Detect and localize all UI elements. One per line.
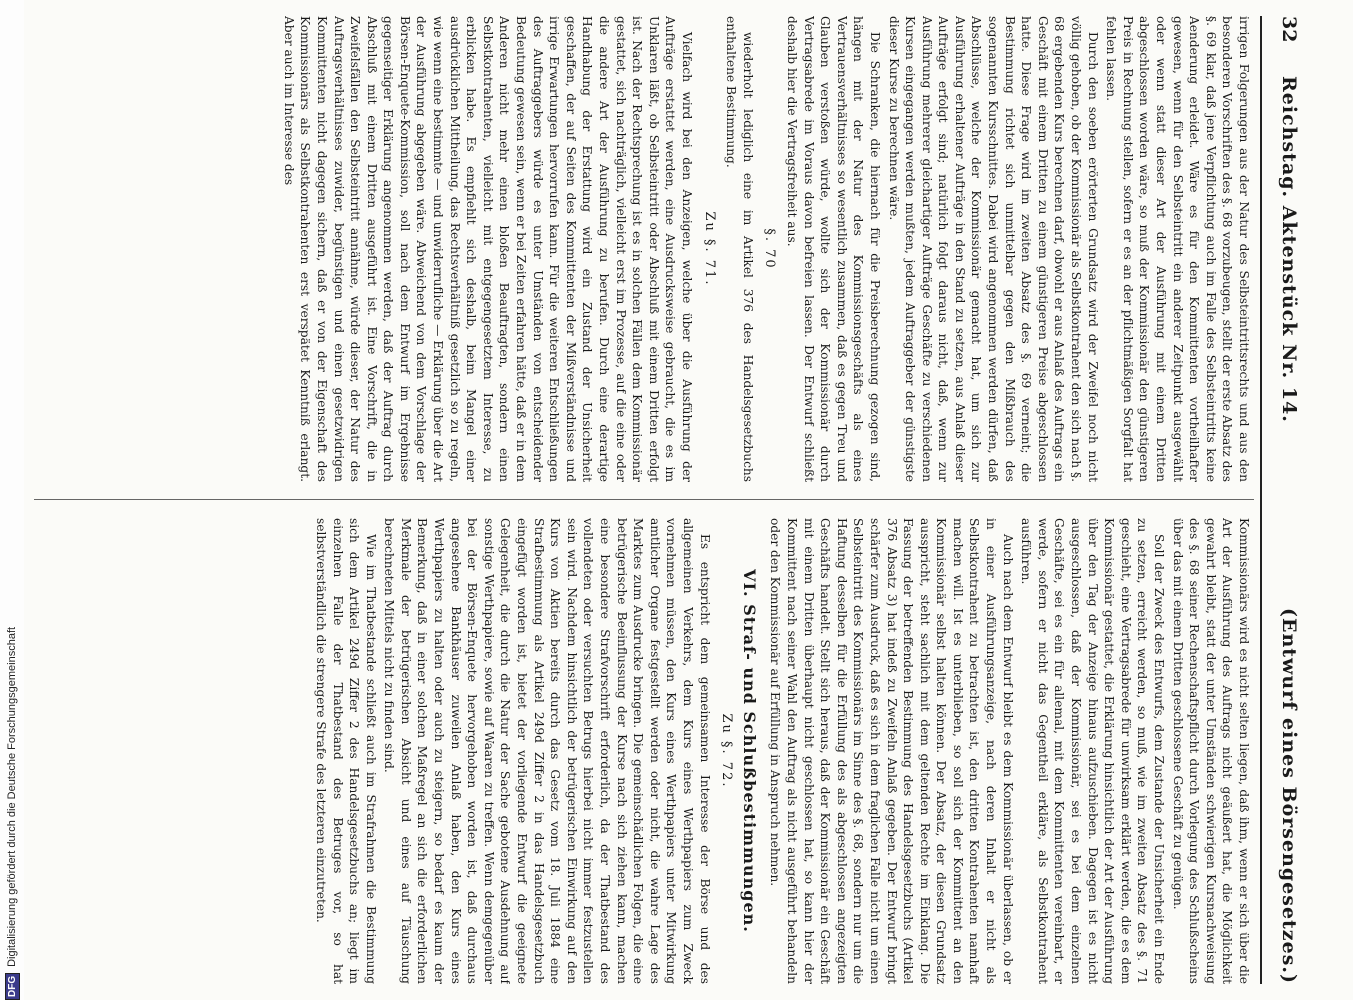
dfg-logo: DFG xyxy=(5,973,20,1000)
body-paragraph: Vielfach wird bei den Anzeigen, welche über die Ausführung der Aufträge erstattet werden, eine Ausdrucksweise gebraucht, die es im Unklaren läßt, ob Selbsteintritt oder Abschluß mit einem Dritten erfolgt ist. Nach der Rechtsprechung ist es in solchen Fällen dem Kommissionär gestattet, sich nachträglich, vielleicht erst im Prozesse, auf die eine oder die andere Art der Ausführung zu berufen. Durch eine derartige Handhabung der Erstattung wird ein Zustand der Unsicherheit geschaffen, der auf Seiten des Kommittenten der Mißverständnisse und irrige Erwartungen hervorrufen kann. Für die weiteren Entschließungen des Auftraggebers würde es unter Umständen von entscheidender Bedeutung gewesen sein, wenn er bei Zeiten erfahren hätte, daß er in dem Anderen nicht mehr einen bloßen Beauftragten, sondern einen Selbstkontrahenten, vielleicht mit entgegengesetztem Interesse, zu erblicken habe. Es empfiehlt sich deshalb, beim Mangel einer ausdrücklichen Mittheilung, das Rechtsverhältniß gesetzlich so zu regeln, wie wenn eine bestimmte — und unwiderrufliche — Erklärung über die Art der Ausführung abgegeben wäre. Abweichend von dem Vorschlage der Börsen-Enquete-Kommission, soll nach dem Entwurf im Ergebnisse gegenseitiger Erklärung angenommen werden, daß der Auftrag durch Abschluß mit einem Dritten ausgeführt ist. Eine Vorschrift, die in Zweifelsfällen den Selbsteintritt annähme, würde dieser, der Natur des Auftragsverhältnisses zuwider, begünstigen und einen gesetzwidrigen Kommittenten nicht dagegen sichern, daß er von der Eigenschaft des Kommissionärs als Selbstkontrahenten erst verspätet Kenntniß erlangt. Aber auch im Interesse des xyxy=(281,16,694,482)
body-paragraph: irrigen Folgerungen aus der Natur des Selbsteintrittsrechts und aus den besonderen Vorschriften des §. 68 vorzubeugen, stellt der erste Absatz des §. 69 klar, daß jene Verpflichtung auch im Falle des Selbsteintritts keine Aenderung erleidet. Wäre es für den Kommittenten vortheilhafter gewesen, wenn für den Selbsteintritt ein anderer Zeitpunkt ausgewählt oder wenn statt dieser Art der Ausführung mit einem Dritten abgeschlossen worden wäre, so muß der Kommissionär den günstigeren Preis in Rechnung stellen, sofern er es an der pflichtmäßigen Sorgfalt hat fehlen lassen. xyxy=(1104,16,1251,482)
paragraph-heading: §. 70 xyxy=(762,228,778,270)
body-paragraph: Es entspricht dem gemeinsamen Interesse der Börse und des allgemeinen Verkehrs, dem Kurs eines Werthpapiers zum Zweck vornehmen müssen, den Kurs eines Werthpapiers unter Mitwirkung amtlicher Organe festgestellt werden oder nicht, die wahre Lage des Marktes zum Ausdrucke bringen. Die gemeinschädlichen Folgen, die eine betrügerische Beeinflussung der Kurse nach sich ziehen kann, machen eine besondere Strafvorschrift erforderlich, da der Thatbestand des vollendeten oder versuchten Betrugs hierbei nicht immer festzustellen sein wird. Nachdem hinsichtlich der betrügerischen Einwirkung auf den Kurs von Aktien bereits durch das Gesetz vom 18. Juli 1884 eine Strafbestimmung als Artikel 249d Ziffer 2 in das Handelsgesetzbuch eingefügt worden ist, bietet der vorliegende Entwurf die geeignete Gelegenheit, die durch die Natur der Sache gebotene Ausdehnung auf sonstige Werthpapiere, sowie auf Waaren zu treffen. Wenn demgegenüber bei der Börsen-Enquete hervorgehoben worden ist, daß durchaus angesehene Bankhäuser zuweilen Anlaß haben, den Kurs eines Werthpapiers zu halten oder auch zu steigern, so bedarf es kaum der Bemerkung, daß in einer solchen Maßregel an sich die erforderlichen Merkmale der betrügerischen Absicht und eines auf Täuschung berechneten Mittels nicht zu finden sind. xyxy=(382,518,712,984)
body-paragraph: Durch den soeben erörterten Grundsatz wird der Zweifel noch nicht völlig gehoben, ob der Kommissionär als Selbstkontrahent den sich nach §. 68 ergebenden Kurs berechnen darf, obwohl er aus Anlaß des Auftrags ein Geschäft mit einem Dritten zu einem günstigeren Preise abgeschlossen hatte. Diese Frage wird im zweiten Absatz des §. 69 verneint; die Bestimmung richtet sich unmittelbar gegen den Mißbrauch des sogenannten Kursschnittes. Dabei wird angenommen werden dürfen, daß Abschlüsse, welche der Kommissionär gemacht hat, um sich zur Ausführung erhaltener Aufträge in den Stand zu setzen, aus Anlaß dieser Aufträge erfolgt sind; natürlich folgt daraus nicht, daß, wenn zur Ausführung mehrerer gleichartiger Aufträge Geschäfte zu verschiedenen Kursen eingegangen werden mußten, jedem Auftraggeber der günstigste dieser Kurse zu berechnen wäre. xyxy=(886,16,1100,482)
scanned-page xyxy=(24,0,1314,1000)
body-paragraph: wiederholt lediglich eine im Artikel 376 des Handelsgesetzbuchs enthaltene Bestimmung. xyxy=(724,16,755,482)
paragraph-heading: Zu §. 72. xyxy=(719,713,735,789)
digitization-note-text: Digitalisierung gefördert durch die Deutsche Forschungsgemeinschaft xyxy=(6,626,18,967)
left-column xyxy=(32,16,1252,482)
body-paragraph: Wie im Thatbestande schließt auch im Strafrahmen die Bestimmung sich dem Artikel 249d Ziffer 2 des Handelsgesetzbuchs an; liegt im einzelnen Falle der Thatbestand des Betruges vor, so hat selbstverständlich die strengere Strafe des letzteren einzutreten. xyxy=(313,518,378,984)
page-header xyxy=(1266,16,1306,984)
body-paragraph: Auch nach dem Entwurf bleibt es dem Kommissionär überlassen, ob er in einer Ausführungsanzeige, nach deren Inhalt er nicht als Selbstkontrahent zu betrachten ist, den dritten Kontrahenten namhaft machen will. Ist es unterblieben, so soll sich der Kommittent an den Kommissionär selbst halten können. Der Absatz, der diesen Grundsatz ausspricht, steht sachlich mit dem geltenden Rechte im Einklang. Die Fassung der betreffenden Bestimmung des Handelsgesetzbuchs (Artikel 376 Absatz 3) hat indeß zu Zweifeln Anlaß gegeben. Der Entwurf bringt schärfer zum Ausdruck, daß es sich in dem fraglichen Falle nicht um einen Selbsteintritt des Kommissionärs im Sinne des §. 68, sondern nur um die Haftung desselben für die Erfüllung des als abgeschlossen angezeigten Geschäfts handelt. Stellt sich heraus, daß der Kommissionär ein Geschäft mit einem Dritten überhaupt nicht geschlossen hat, so kann hier der Kommittent nach seiner Wahl den Auftrag als nicht ausgeführt behandeln oder den Kommissionär auf Erfüllung in Anspruch nehmen. xyxy=(768,518,1015,984)
body-paragraph: Die Schranken, die hiernach für die Preisberechnung gezogen sind, hängen mit der Natur des Kommissionsgeschäfts als eines Vertrauensverhältnisses so wesentlich zusammen, daß es gegen Treu und Glauben verstoßen würde, wollte sich der Kommissionär durch Vertragsabrede im Voraus davon befreien lassen. Der Entwurf schließt deshalb hier die Vertragsfreiheit aus. xyxy=(784,16,882,482)
digitization-note xyxy=(1,0,23,1000)
section-heading: VI. Straf- und Schlußbestimmungen. xyxy=(739,569,759,933)
right-column xyxy=(32,518,1252,984)
header-rule xyxy=(1260,16,1262,984)
header-subtitle: (Entwurf eines Börsengesetzes.) xyxy=(1278,607,1300,984)
digitization-strip xyxy=(0,0,24,1000)
page-number: 32 xyxy=(1278,16,1300,43)
body-paragraph: Soll der Zweck des Entwurfs, dem Zustande der Unsicherheit ein Ende zu setzen, erreicht werden, so muß, wie im zweiten Absatz des §. 71 geschieht, eine Vertragsabrede für unwirksam erklärt werden, die es dem Kommissionär gestattet, die Erklärung hinsichtlich der Art der Ausführung über den Tag der Anzeige hinaus aufzuschieben. Dagegen ist es nicht ausgeschlossen, daß der Kommissionär, sei es bei dem einzelnen Geschäfte, sei es ein für allemal, mit dem Kommittenten vereinbart, er werde, sofern er nicht das Gegentheil erkläre, als Selbstkontrahent ausführen. xyxy=(1019,518,1167,984)
body-paragraph: Kommissionärs wird es nicht selten liegen, daß ihm, wenn er sich über die Art der Ausführung des Auftrags nicht geäußert hat, die Möglichkeit gewahrt bleibt, statt der unter Umständen schwierigen Kursnachweisung des §. 68 seiner Rechenschaftspflicht durch Vorlegung des Schlußscheins über das mit einem Dritten geschlossene Geschäft zu genügen. xyxy=(1170,518,1251,984)
paragraph-heading: Zu §. 71. xyxy=(701,211,717,287)
column-divider xyxy=(34,499,1254,500)
header-title: Reichstag. Aktenstück Nr. 14. xyxy=(1278,76,1300,423)
